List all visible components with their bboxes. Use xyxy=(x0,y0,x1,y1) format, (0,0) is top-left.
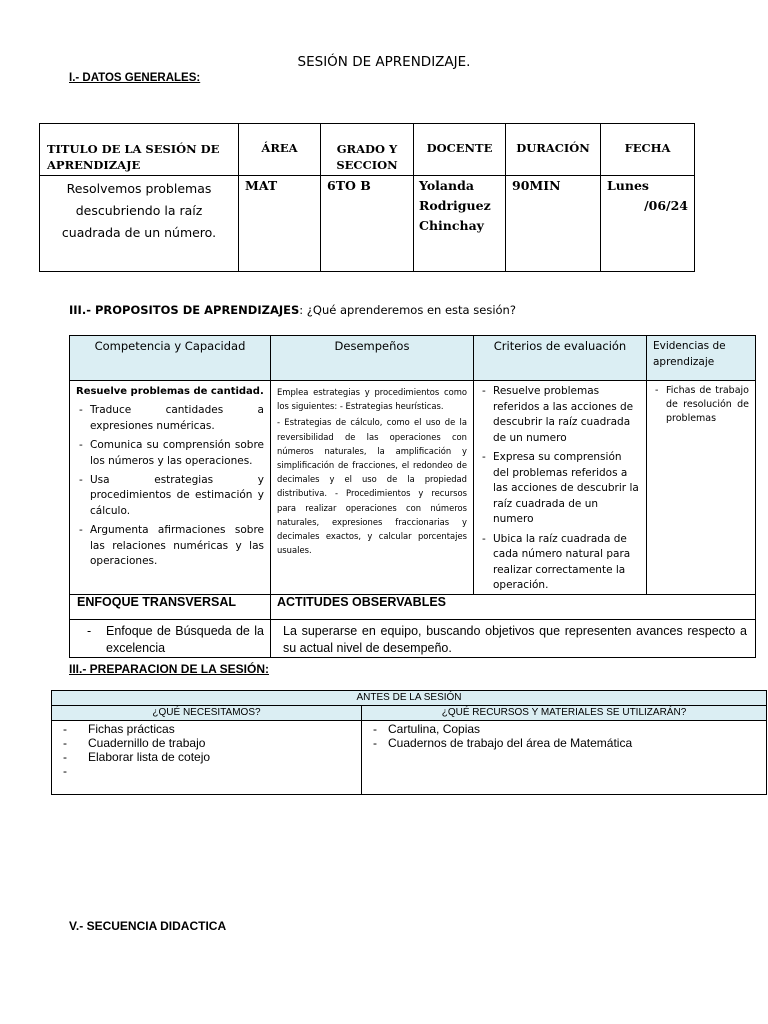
enfoque-item xyxy=(84,623,264,657)
header-fecha-text: FECHA xyxy=(624,141,671,155)
necesitamos-header xyxy=(52,706,362,721)
evidencias-list xyxy=(652,384,749,425)
enfoque-list xyxy=(84,623,264,657)
desempenos-cell xyxy=(271,381,474,595)
criterio-text: Ubica la raíz cuadrada de cada número natural para realizar correctamente la operación. xyxy=(493,532,631,591)
actitudes-header-text: ACTITUDES OBSERVABLES xyxy=(277,594,447,609)
recursos-text: Cuadernos de trabajo del área de Matemática xyxy=(388,736,633,750)
section-preparacion-heading xyxy=(69,662,269,676)
value-area xyxy=(239,176,321,272)
header-area-text: ÁREA xyxy=(261,141,298,155)
general-data-row xyxy=(40,176,695,272)
header-competencia-text: Competencia y Capacidad xyxy=(94,339,246,353)
header-evidencias xyxy=(647,336,756,381)
section-preparacion-text: III.- PREPARACION DE LA SESIÓN: xyxy=(69,662,270,676)
criterio-text: Resuelve problemas referidos a las acciones de descubrir la raíz cuadrada de un numero xyxy=(493,385,634,444)
enfoque-header-text: ENFOQUE TRANSVERSAL xyxy=(77,594,237,609)
header-evidencias-text: Evidencias de aprendizaje xyxy=(653,340,726,368)
necesitamos-item xyxy=(52,750,361,764)
enfoque-value-row xyxy=(70,619,756,657)
antes-header-text: ANTES DE LA SESIÓN xyxy=(356,692,462,703)
header-area xyxy=(239,124,321,176)
header-criterios-text: Criterios de evaluación xyxy=(493,339,627,353)
necesitamos-list xyxy=(52,722,361,778)
header-grado xyxy=(321,124,414,176)
general-data-table xyxy=(39,123,695,272)
recursos-header xyxy=(362,706,767,721)
necesitamos-item xyxy=(52,764,361,778)
document-title-suffix: . xyxy=(466,54,471,70)
evidencias-cell xyxy=(647,381,756,595)
enfoque-header xyxy=(70,594,271,619)
value-grado xyxy=(321,176,414,272)
header-duracion xyxy=(506,124,601,176)
criterio-item xyxy=(479,532,640,594)
antes-header xyxy=(52,691,767,706)
section-secuencia-text: V.- SECUENCIA DIDACTICA xyxy=(69,919,227,933)
enfoque-text: Enfoque de Búsqueda de la excelencia xyxy=(106,623,264,655)
recursos-header-text: ¿QUÉ RECURSOS Y MATERIALES SE UTILIZARÁN? xyxy=(441,707,687,718)
necesitamos-item xyxy=(52,736,361,750)
necesitamos-cell xyxy=(52,721,362,795)
capacidades-list xyxy=(76,403,264,569)
capacidad-text: Usa estrategias y procedimientos de estimación y cálculo. xyxy=(90,474,264,517)
section-propositos-bold: III.- PROPOSITOS DE APRENDIZAJES xyxy=(69,303,300,317)
desempenos-paragraph-2: - Estrategias de cálculo, como el uso de la reversibilidad de las operaciones con números naturales, la amplificación y simplificación de fracciones, el redondeo de decimales y el uso de la propiedad distributiva. - Procedimientos y recursos para realizar operaciones con números naturales, expresiones fraccionarias y decimales exactos, y calcular porcentajes usuales. xyxy=(277,417,467,556)
document-title-text: SESIÓN DE APRENDIZAJE xyxy=(297,54,467,70)
recursos-item xyxy=(362,722,766,736)
necesitamos-item xyxy=(52,722,361,736)
section-datos-generales-heading xyxy=(69,72,200,84)
necesitamos-text: Elaborar lista de cotejo xyxy=(88,750,211,764)
criterios-cell xyxy=(474,381,647,595)
value-titulo-text: Resolvemos problemas descubriendo la raíz cuadrada de un número. xyxy=(61,181,217,240)
capacidad-item xyxy=(76,523,264,569)
propositos-body-row xyxy=(70,381,756,595)
desempenos-paragraph-1: Emplea estrategias y procedimientos como los siguientes: - Estrategias heurísticas. xyxy=(277,387,467,412)
competencia-title: Resuelve problemas de cantidad. xyxy=(76,386,264,397)
value-docente xyxy=(414,176,506,272)
recursos-text: Cartulina, Copias xyxy=(388,722,481,736)
capacidad-item xyxy=(76,403,264,434)
necesitamos-header-text: ¿QUÉ NECESITAMOS? xyxy=(152,707,261,718)
enfoque-value xyxy=(70,619,271,657)
necesitamos-text: Fichas prácticas xyxy=(88,722,175,736)
propositos-table xyxy=(69,335,756,658)
section-propositos-rest: : ¿Qué aprenderemos en esta sesión? xyxy=(299,303,516,317)
necesitamos-text: Cuadernillo de trabajo xyxy=(88,736,206,750)
value-area-text: MAT xyxy=(245,178,278,193)
preparacion-body-row xyxy=(52,721,767,795)
criterio-text: Expresa su comprensión del problemas referidos a las acciones de descubrir la raíz cuadrada de un numero xyxy=(493,451,639,525)
header-titulo-text: TITULO DE LA SESIÓN DE APRENDIZAJE xyxy=(47,142,220,172)
preparacion-header-row xyxy=(52,706,767,721)
section-propositos-heading xyxy=(69,303,516,317)
document-title xyxy=(0,54,768,70)
evidencia-text: Fichas de trabajo de resolución de problemas xyxy=(666,385,749,424)
section-datos-generales-text: I.- DATOS GENERALES: xyxy=(69,72,201,84)
section-secuencia-heading xyxy=(69,919,226,933)
propositos-header-row xyxy=(70,336,756,381)
value-titulo xyxy=(40,176,239,272)
value-duracion xyxy=(506,176,601,272)
actitudes-text: La superarse en equipo, buscando objetivos que representen avances respecto a su actual nivel de desempeño. xyxy=(283,623,747,655)
criterios-list xyxy=(479,384,640,594)
header-competencia xyxy=(70,336,271,381)
capacidad-item xyxy=(76,438,264,469)
value-fecha-line2: /06/24 xyxy=(644,198,688,213)
criterio-item xyxy=(479,384,640,446)
value-docente-text: Yolanda Rodriguez Chinchay xyxy=(419,178,491,233)
preparacion-table xyxy=(51,690,767,795)
value-fecha xyxy=(601,176,695,272)
header-desempenos-text: Desempeños xyxy=(334,339,410,353)
header-docente xyxy=(414,124,506,176)
header-docente-text: DOCENTE xyxy=(426,141,493,155)
recursos-list xyxy=(362,722,766,750)
competencia-cell xyxy=(70,381,271,595)
recursos-cell xyxy=(362,721,767,795)
header-grado-text: GRADO Y SECCION xyxy=(336,142,398,172)
header-titulo xyxy=(40,124,239,176)
actitudes-header xyxy=(271,594,756,619)
actitudes-value xyxy=(271,619,756,657)
criterio-item xyxy=(479,450,640,528)
header-criterios xyxy=(474,336,647,381)
header-duracion-text: DURACIÓN xyxy=(516,141,590,155)
capacidad-item xyxy=(76,473,264,519)
header-desempenos xyxy=(271,336,474,381)
general-data-header-row xyxy=(40,124,695,176)
evidencia-item xyxy=(652,384,749,425)
capacidad-text: Comunica su comprensión sobre los números y las operaciones. xyxy=(90,439,264,467)
recursos-item xyxy=(362,736,766,750)
capacidad-text: Traduce cantidades a expresiones numéricas. xyxy=(90,404,264,432)
header-fecha xyxy=(601,124,695,176)
antes-row xyxy=(52,691,767,706)
value-grado-text: 6TO B xyxy=(327,178,371,193)
enfoque-header-row xyxy=(70,594,756,619)
capacidad-text: Argumenta afirmaciones sobre las relaciones numéricas y las operaciones. xyxy=(90,524,264,568)
value-duracion-text: 90MIN xyxy=(512,178,561,193)
value-fecha-line1: Lunes xyxy=(607,178,649,193)
